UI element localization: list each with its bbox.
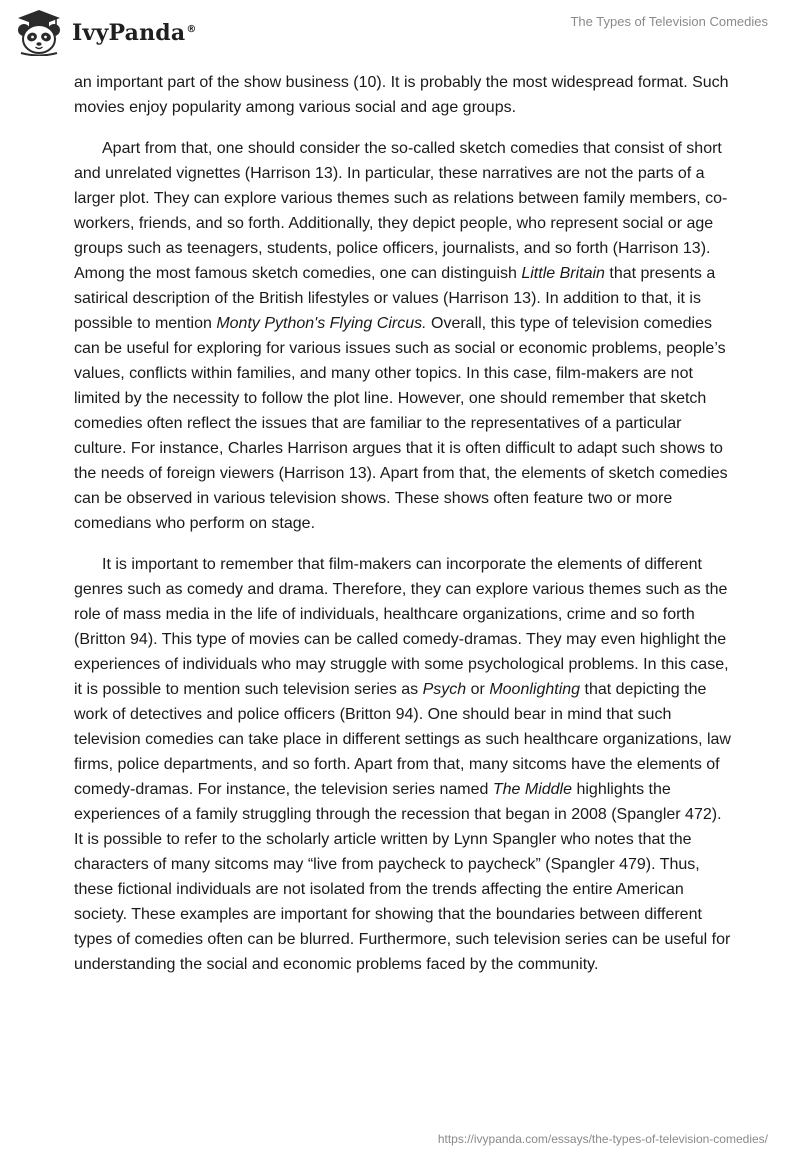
- registered-mark: ®: [186, 23, 197, 35]
- paragraph-3-text-c: that depicting the work of detectives and police officers (Britton 94). One should bear in mind that such television comedies can take place in different settings as such healthcare organizations, law firms, police departments, and so forth. Apart from that, many sitcoms have the elements of comedy-dramas. For instance, the television series named: [74, 681, 731, 798]
- paragraph-2-text-c: Overall, this type of television comedies can be useful for exploring for various issues such as social or economic problems, people’s values, conflicts within families, and many other topics. In this case, film-makers are not limited by the necessity to follow the plot line. However, one should remember that sketch comedies often reflect the issues that are familiar to the representatives of a particular culture. For instance, Charles Harrison argues that it is often difficult to adapt such shows to the needs of foreign viewers (Harrison 13). Apart from that, the elements of sketch comedies can be observed in various television shows. These shows often feature two or more comedians who perform on stage.: [74, 315, 728, 532]
- show-title-moonlighting: Moonlighting: [489, 681, 581, 698]
- paragraph-3: [74, 552, 734, 977]
- show-title-little-britain: Little Britain: [521, 265, 605, 282]
- essay-body: [74, 70, 734, 993]
- show-title-monty-python: Monty Python's Flying Circus.: [216, 315, 427, 332]
- paragraph-2-text-b: that presents a satirical description of the British lifestyles or values (Harrison 13). In addition to that, it is possible to mention: [74, 265, 716, 332]
- brand-logo[interactable]: [14, 8, 197, 56]
- paragraph-3-text-d: highlights the experiences of a family struggling through the recession that began in 2008 (Spangler 472). It is possible to refer to the scholarly article written by Lynn Spangler who notes that the characters of many sitcoms may “live from paycheck to paycheck” (Spangler 479). Thus, these fictional individuals are not isolated from the trends affecting the entire American society. These examples are important for showing that the boundaries between different types of comedies often can be blurred. Furthermore, such television series can be useful for understanding the social and economic problems faced by the community.: [74, 781, 731, 973]
- document-title: The Types of Television Comedies: [570, 14, 768, 29]
- paragraph-3-text-b: or: [466, 681, 490, 698]
- paragraph-1: an important part of the show business (10). It is probably the most widespread format. Such movies enjoy popularity among various social and age groups.: [74, 74, 729, 116]
- page-header: [0, 0, 800, 70]
- paragraph-3-text-a: It is important to remember that film-makers can incorporate the elements of different genres such as comedy and drama. Therefore, they can explore various themes such as the role of mass media in the life of individuals, healthcare organizations, crime and so forth (Britton 94). This type of movies can be called comedy-dramas. They may even highlight the experiences of individuals who may struggle with some psychological problems. In this case, it is possible to mention such television series as: [74, 556, 729, 698]
- source-url[interactable]: https://ivypanda.com/essays/the-types-of-television-comedies/: [437, 1132, 768, 1146]
- brand-name-text: IvyPanda: [72, 20, 186, 46]
- panda-logo-icon: [14, 8, 64, 56]
- show-title-psych: Psych: [422, 681, 467, 698]
- brand-name: [72, 20, 197, 46]
- paragraph-2-text-a: Apart from that, one should consider the so-called sketch comedies that consist of short and unrelated vignettes (Harrison 13). In particular, these narratives are not the parts of a larger plot. They can explore various themes such as relations between family members, co-workers, friends, and so forth. Additionally, they depict people, who represent social or age groups such as teenagers, students, police officers, journalists, and so forth (Harrison 13). Among the most famous sketch comedies, one can distinguish: [74, 140, 728, 282]
- show-title-the-middle: The Middle: [492, 781, 573, 798]
- paragraph-2: [74, 136, 734, 536]
